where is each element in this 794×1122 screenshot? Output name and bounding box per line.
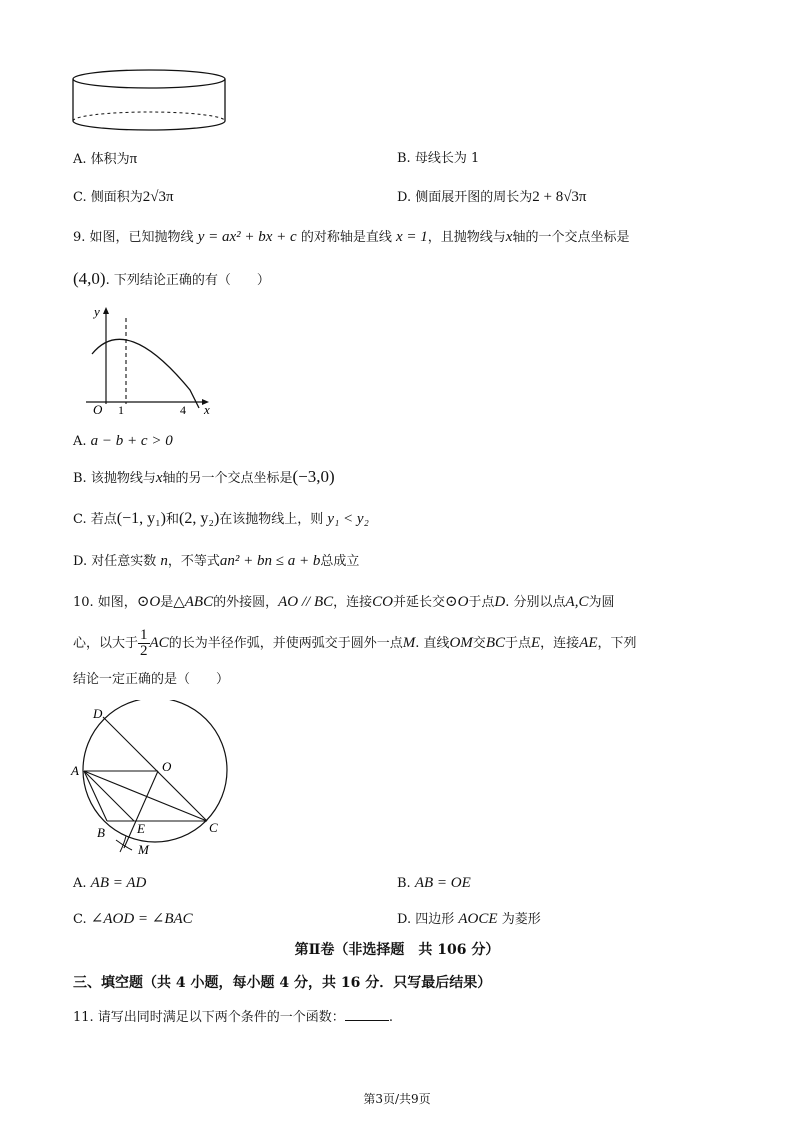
q10-stem-line3	[73, 671, 229, 689]
q10-label-b: B	[97, 825, 105, 840]
q10-bc: BC	[485, 635, 505, 651]
q9-option-c	[73, 510, 369, 529]
q10-circle-o2: ⊙O	[445, 594, 469, 610]
q8-option-a	[73, 150, 137, 169]
q9-option-d-n: n	[160, 553, 168, 569]
q10-text-f: 于点	[468, 595, 495, 610]
q9-option-c-point1: (−1, y₁)	[116, 510, 167, 527]
q9-parabola-figure	[78, 304, 223, 419]
section2-title: 第Ⅱ卷（非选择题 共 106 分）	[294, 942, 500, 958]
q9-origin-label: O	[93, 402, 103, 417]
q10-text-l2a: 心，以大于	[73, 636, 139, 651]
q9-option-c-mid: 在该抛物线上，则	[219, 512, 324, 527]
q9-x-var: x	[505, 229, 513, 245]
q10-segment-ae	[84, 771, 134, 821]
q10-text-l2b: 的长为半径作弧，并使两弧交于圆外一点	[168, 636, 403, 651]
q9-stem-line1	[73, 228, 629, 247]
q10-option-b-label: B.	[397, 876, 411, 891]
q10-ac: AC	[149, 635, 169, 651]
q9-option-b-point: (−3,0)	[292, 467, 335, 486]
q8-option-a-text: A. 体积为	[73, 152, 130, 167]
q10-text-e: 并延长交	[392, 595, 445, 610]
q9-option-a-label: A.	[73, 434, 87, 449]
q9-intersection-point: (4,0)	[73, 269, 106, 288]
q11-answer-blank[interactable]	[345, 1008, 389, 1021]
q9-stem-end: 轴的一个交点坐标是	[512, 230, 630, 245]
q10-fraction-num: 1	[140, 627, 148, 643]
q9-option-b-mid: 轴的另一个交点坐标是	[162, 471, 293, 486]
q9-option-c-inequality: y₁ < y₂	[327, 511, 369, 527]
q8-option-a-math: π	[129, 151, 138, 167]
q10-fraction	[138, 628, 150, 659]
q10-option-a-label: A.	[73, 876, 87, 891]
q9-option-d-text: D. 对任意实数	[73, 554, 157, 569]
section3-title: 三、填空题（共 4 小题，每小题 4 分，共 16 分．只写最后结果）	[73, 975, 492, 991]
q10-text-l2g: ，下列	[597, 636, 637, 651]
q10-om: OM	[449, 635, 473, 651]
q10-point-m: M	[402, 635, 416, 651]
q10-option-b-math: AB = OE	[414, 875, 471, 891]
q10-ae: AE	[579, 635, 598, 651]
q9-tick-4: 4	[180, 403, 186, 417]
q9-option-d-mid: ，不等式	[167, 554, 220, 569]
page-footer: 第3页/共9页	[363, 1092, 431, 1106]
q10-label-o: O	[162, 759, 172, 774]
q9-y-label: y	[94, 304, 100, 319]
q9-option-b-text: B. 该抛物线与	[73, 471, 156, 486]
q8-option-b-text: B. 母线长为 1	[397, 151, 480, 166]
q9-option-d-inequality: an² + bn ≤ a + b	[219, 553, 321, 569]
q11-stem	[73, 1008, 393, 1027]
q10-text-d: ，连接	[333, 595, 373, 610]
q9-option-b	[73, 468, 335, 488]
q10-stem-line2	[73, 625, 637, 662]
q9-option-a-math: a − b + c > 0	[90, 433, 173, 449]
q10-text-l3: 结论一定正确的是（ ）	[73, 672, 230, 687]
q9-option-d-end: 总成立	[320, 554, 360, 569]
q10-triangle: △ABC	[173, 594, 214, 610]
q10-option-d-end: 为菱形	[501, 912, 541, 927]
q10-label-c: C	[209, 820, 218, 835]
q10-text-a: 10. 如图，	[73, 595, 137, 610]
q8-option-b	[397, 150, 479, 168]
q10-text-l2f: ，连接	[540, 636, 580, 651]
q9-option-d	[73, 552, 359, 571]
cylinder-figure	[70, 66, 230, 136]
q10-option-c-math: ∠AOD = ∠BAC	[90, 911, 193, 927]
q10-text-b: 是	[160, 595, 174, 610]
q10-segment-ac	[84, 771, 207, 821]
q10-label-a: A	[71, 763, 79, 778]
q9-stem-prefix: 9. 如图，已知抛物线	[73, 230, 194, 245]
q10-text-g: . 分别以点	[505, 595, 566, 610]
q9-stem-suffix: ，且抛物线与	[427, 230, 506, 245]
q8-option-d-math: 2 + 8√3π	[532, 189, 587, 205]
q10-text-c: 的外接圆，	[213, 595, 279, 610]
q10-label-e: E	[137, 821, 145, 836]
q9-option-c-and: 和	[166, 512, 180, 527]
q10-circle-o: ⊙O	[136, 594, 161, 610]
q10-co: CO	[372, 594, 393, 610]
q10-circle-figure	[66, 700, 236, 865]
q10-option-d-math: AOCE	[458, 911, 498, 927]
q10-text-h: 为圆	[588, 595, 615, 610]
q10-option-c-label: C.	[73, 912, 87, 927]
q9-option-b-x: x	[155, 470, 163, 486]
q9-stem-question: . 下列结论正确的有（ ）	[105, 273, 270, 288]
q8-option-c-math: 2√3π	[142, 189, 174, 205]
q8-option-d-text: D. 侧面展开图的周长为	[397, 190, 533, 205]
q11-end: .	[388, 1010, 393, 1025]
q10-label-m: M	[138, 842, 149, 857]
q10-option-c	[73, 910, 193, 929]
q9-option-c-point2: (2, y₂)	[179, 510, 220, 527]
q10-label-d: D	[93, 706, 103, 721]
q9-stem-mid: 的对称轴是直线	[300, 230, 392, 245]
q9-tick-1: 1	[118, 403, 124, 417]
q10-option-a	[73, 874, 146, 893]
q9-parabola-curve	[92, 339, 199, 408]
q9-parabola-equation: y = ax² + bx + c	[197, 229, 297, 245]
q10-text-l2d: 交	[472, 636, 486, 651]
q8-option-c-text: C. 侧面积为	[73, 190, 143, 205]
q10-option-b	[397, 874, 471, 893]
q10-text-l2c: . 直线	[415, 636, 450, 651]
q10-option-d-text: D. 四边形	[397, 912, 455, 927]
q10-fraction-den: 2	[140, 643, 148, 659]
q9-x-label: x	[204, 402, 210, 417]
q10-line-om	[124, 771, 158, 848]
q10-point-e: E	[531, 635, 541, 651]
q8-option-d	[397, 188, 587, 207]
q10-stem-line1	[73, 593, 614, 612]
q10-option-d	[397, 910, 541, 929]
q9-y-arrow	[103, 307, 109, 314]
q9-stem-line2	[73, 270, 270, 290]
q9-option-a	[73, 432, 173, 451]
q10-points-ac: A,C	[565, 594, 589, 610]
q8-option-c	[73, 188, 174, 207]
q9-option-c-text: C. 若点	[73, 512, 117, 527]
q10-parallel: AO // BC	[278, 594, 334, 610]
q10-option-a-math: AB = AD	[90, 875, 147, 891]
q9-axis-equation: x = 1	[395, 229, 428, 245]
q11-text: 11. 请写出同时满足以下两个条件的一个函数：	[73, 1010, 345, 1025]
q10-arc-mark	[116, 836, 132, 852]
q10-point-d: D	[494, 594, 506, 610]
q10-text-l2e: 于点	[504, 636, 531, 651]
